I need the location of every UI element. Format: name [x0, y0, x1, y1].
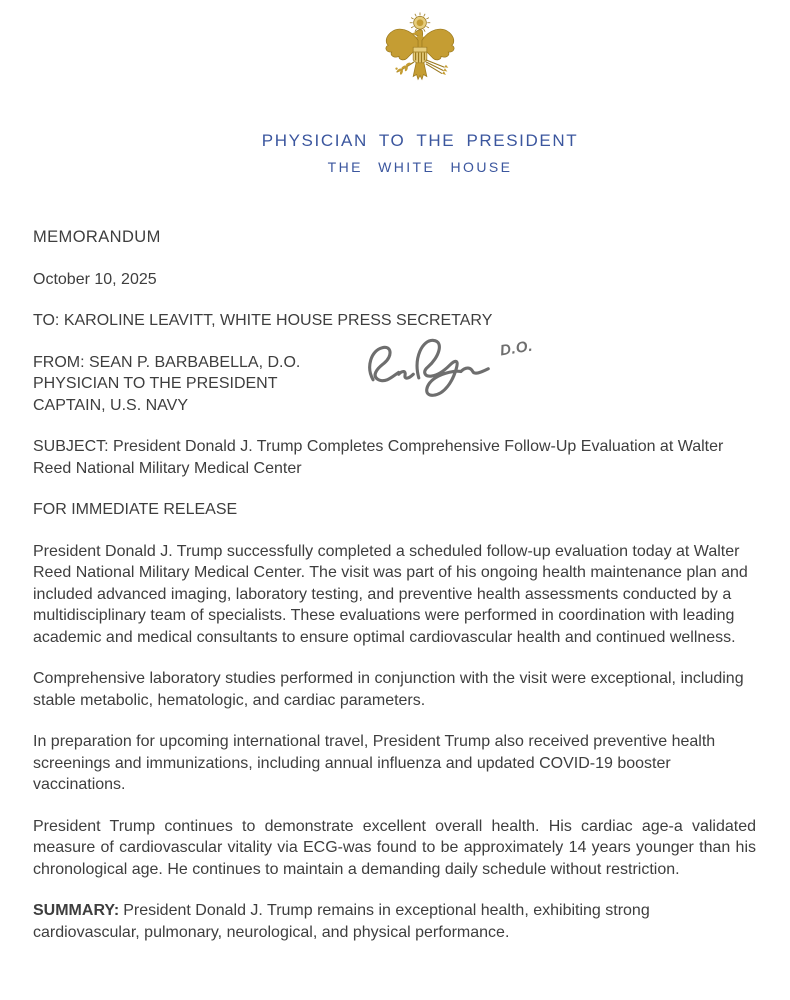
memo-date: October 10, 2025: [33, 270, 157, 288]
signature: [358, 334, 578, 406]
body-paragraph-3: In preparation for upcoming international travel, President Trump also received preventive health screenings and immunizations, including annual influenza and updated COVID-19 booster vaccinations.: [33, 733, 716, 793]
body-paragraph-1: President Donald J. Trump successfully completed a scheduled follow-up evaluation today at Walter Reed National Military Medical Center. The visit was part of his ongoing health maintenance plan and included advanced imaging, laboratory testing, and preventive health assessments conducted by a multidisciplinary team of specialists. These evaluations were performed in coordination with leading academic and medical consultants to ensure optimal cardiovascular health and continued wellness.: [33, 542, 748, 646]
memo-subject-line: SUBJECT: President Donald J. Trump Completes Comprehensive Follow-Up Evaluation at Walter Reed National Military Medical Center: [33, 438, 724, 477]
body-paragraph-2: Comprehensive laboratory studies performed in conjunction with the visit were exceptional, including stable metabolic, hematologic, and cardiac parameters.: [33, 670, 744, 709]
from-line-title: PHYSICIAN TO THE PRESIDENT: [33, 375, 278, 392]
memo-from-block: [33, 337, 756, 417]
letterhead-office-title: PHYSICIAN TO THE PRESIDENT: [261, 131, 579, 150]
letterhead: [0, 0, 790, 175]
presidential-eagle-seal-icon: [377, 10, 463, 100]
memo-to-line: TO: KAROLINE LEAVITT, WHITE HOUSE PRESS SECRETARY: [33, 312, 493, 329]
from-line-name: FROM: SEAN P. BARBABELLA, D.O.: [33, 353, 301, 371]
signature-credential-script: D.O.: [498, 337, 534, 359]
signature-scrawl-icon: [358, 334, 496, 398]
from-line-rank: CAPTAIN, U.S. NAVY: [33, 396, 188, 414]
summary-label: SUMMARY:: [33, 902, 120, 919]
body-paragraph-4: President Trump continues to demonstrate excellent overall health. His cardiac age-a validated measure of cardiovascular vitality via ECG-was found to be approximately 14 years younger than his chronological age. He continues to maintain a demanding daily schedule without restriction.: [33, 817, 756, 878]
summary-paragraph: [33, 900, 756, 943]
memo-content: [33, 227, 756, 943]
doc-type-label: MEMORANDUM: [33, 228, 161, 246]
release-line: FOR IMMEDIATE RELEASE: [33, 501, 238, 518]
letterhead-organization: THE WHITE HOUSE: [327, 159, 513, 175]
summary-text: President Donald J. Trump remains in exceptional health, exhibiting strong cardiovascular, pulmonary, neurological, and physical performance.: [33, 902, 650, 941]
